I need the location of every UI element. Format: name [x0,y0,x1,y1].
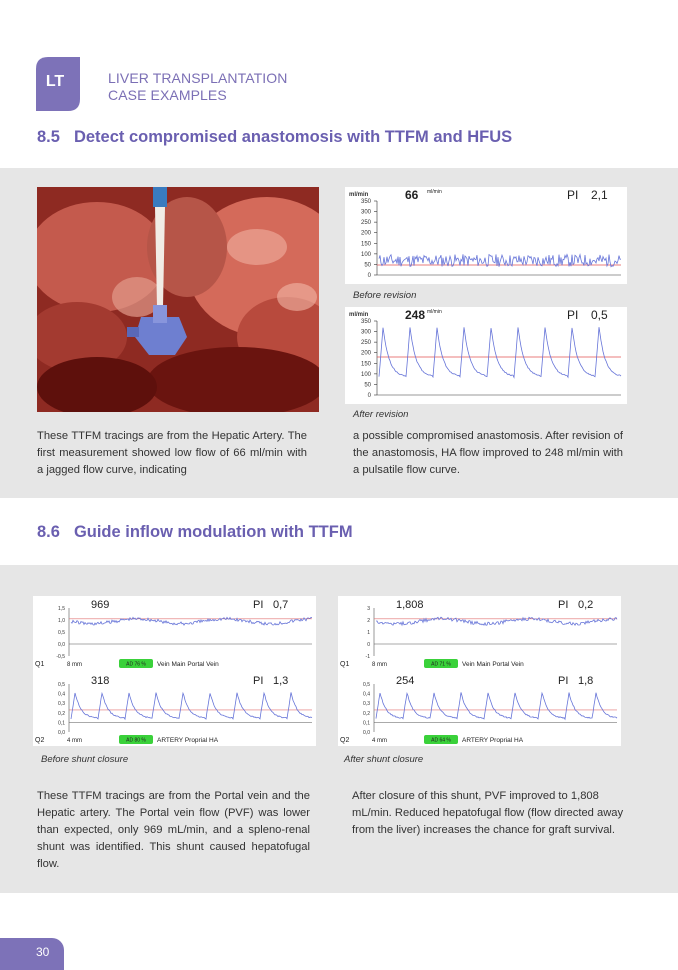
channel-label: Q2 [35,737,45,744]
pi-label: PI [558,599,569,611]
y-tick-label: -0,5 [56,654,65,660]
pi-value: 1,3 [273,675,289,687]
y-tick-label: 0,3 [58,701,65,708]
y-tick-label: 150 [360,241,371,248]
flow-curve [376,692,617,719]
section-8-6-text-left: These TTFM tracings are from the Portal vein and the Hepatic artery. The Portal vein flow (PVF) was lower than expected, only 969 mL/min, and a spleno-renal shunt was identified. This shunt caused hepatofugal flow. [37,790,310,870]
y-tick-label: 0 [367,642,370,648]
vessel-label: ARTERY Proprial HA [157,737,219,744]
y-tick-label: -1 [365,654,370,660]
caption-after-revision: After revision [353,409,409,420]
pi-value: 1,8 [578,675,594,687]
pi-value: 0,2 [578,599,594,611]
y-tick-label: 0,0 [363,730,370,736]
ttfm-chart-after-revision [345,307,627,404]
y-tick-label: 250 [360,220,371,227]
y-tick-label: 0,2 [363,710,370,717]
channel-label: Q1 [35,661,45,668]
y-tick-label: 1 [367,630,370,636]
section-8-5-title [37,128,512,147]
y-tick-label: 0,5 [58,682,65,688]
acoustic-coupling-value: AD 76 % [126,661,146,668]
y-tick-label: 3 [367,606,370,612]
pi-label: PI [567,308,579,322]
channel-label: Q2 [340,737,350,744]
flow-value-unit: ml/min [427,189,442,195]
pi-label: PI [567,188,579,202]
tracing-before-revision [345,187,627,284]
flow-value-label: 318 [91,675,110,687]
flow-value-label: 1,808 [396,599,424,611]
y-tick-label: 50 [364,262,371,269]
caption-after-shunt: After shunt closure [344,754,424,765]
y-tick-label: 50 [364,382,371,389]
y-tick-label: 0,5 [363,682,370,688]
caption-before-shunt: Before shunt closure [41,754,129,765]
y-tick-label: 100 [360,251,371,258]
surgical-photo [37,187,319,412]
vessel-label: ARTERY Proprial HA [462,737,524,744]
flow-value-label: 254 [396,675,415,687]
page-number: 30 [36,945,50,959]
y-tick-label: 200 [360,230,371,237]
acoustic-coupling-value: AD 71 % [431,661,451,668]
chapter-title-line1: LIVER TRANSPLANTATION [108,70,288,86]
flow-curve [376,617,617,625]
y-tick-label: 100 [360,371,371,378]
pi-value: 0,5 [591,308,608,322]
pi-label: PI [253,599,264,611]
y-tick-label: 0,4 [363,691,370,698]
probe-size: 4 mm [67,738,82,744]
section-number: 8.6 [37,523,60,541]
tracing-after-revision [345,307,627,404]
badge-label: LT [45,73,65,90]
acoustic-coupling-value: AD 80 % [126,737,146,744]
flow-value-label: 248 [405,308,426,322]
vessel-label: Vein Main Portal Vein [462,661,524,668]
ttfm-chart-before-revision [345,187,627,284]
y-tick-label: 0,0 [58,730,65,736]
section-number: 8.5 [37,128,60,146]
y-tick-label: 200 [360,350,371,357]
y-tick-label: 0,3 [363,701,370,708]
y-tick-label: 0,4 [58,691,65,698]
chapter-title-line2: CASE EXAMPLES [108,87,227,103]
probe-size: 8 mm [67,662,82,668]
flow-value-label: 969 [91,599,110,611]
y-tick-label: 150 [360,361,371,368]
y-tick-label: 0 [367,273,371,279]
y-tick-label: 1,0 [58,618,65,624]
section-8-5-text-left: These TTFM tracings are from the Hepatic Artery. The first measurement showed low flow of 66 ml/min with a jagged flow curve, indicating [37,430,307,476]
tracing-after-shunt-closure [338,596,621,746]
ttfm-dual-chart-before [33,596,316,746]
y-tick-label: 0,5 [58,630,65,636]
section-heading: Guide inflow modulation with TTFM [73,523,353,541]
probe-size: 8 mm [372,662,387,668]
y-tick-label: 0,1 [363,720,370,727]
pi-value: 0,7 [273,599,289,611]
y-tick-label: 250 [360,340,371,347]
y-tick-label: 300 [360,209,371,216]
pi-label: PI [558,675,569,687]
channel-label: Q1 [340,661,350,668]
flow-value-label: 66 [405,188,419,202]
y-tick-label: 1,5 [58,606,65,612]
ttfm-dual-chart-after [338,596,621,746]
acoustic-coupling-value: AD 64 % [431,737,451,744]
flow-curve [71,692,312,719]
pi-label: PI [253,675,264,687]
y-tick-label: 0,0 [58,642,65,648]
tracing-before-shunt-closure [33,596,316,746]
y-tick-label: 0,2 [58,710,65,717]
flow-curve [379,327,621,377]
section-8-5-text-right: a possible compromised anastomosis. After revision of the anastomosis, HA flow improved to 248 ml/min with a pulsatile flow curve. [353,430,623,476]
section-8-6-text-right: After closure of this shunt, PVF improved to 1,808 mL/min. Reduced hepatofugal flow (flow directed away from the liver) increases the chance for graft survival. [352,790,624,836]
y-tick-label: 2 [367,618,370,624]
flow-value-unit: ml/min [427,309,442,315]
page-number-tab [0,938,64,970]
y-tick-label: 350 [360,199,371,205]
chapter-header [108,70,287,104]
section-8-6-title [37,523,353,542]
y-tick-label: 300 [360,329,371,336]
pi-value: 2,1 [591,188,608,202]
caption-before-revision: Before revision [353,290,417,301]
y-tick-label: 0,1 [58,720,65,727]
y-tick-label: 0 [367,393,371,399]
probe-size: 4 mm [372,738,387,744]
axis-unit-label: ml/min [349,192,369,198]
section-heading: Detect compromised anastomosis with TTFM and HFUS [73,128,513,146]
y-tick-label: 350 [360,319,371,325]
axis-unit-label: ml/min [349,312,369,318]
vessel-label: Vein Main Portal Vein [157,661,219,668]
